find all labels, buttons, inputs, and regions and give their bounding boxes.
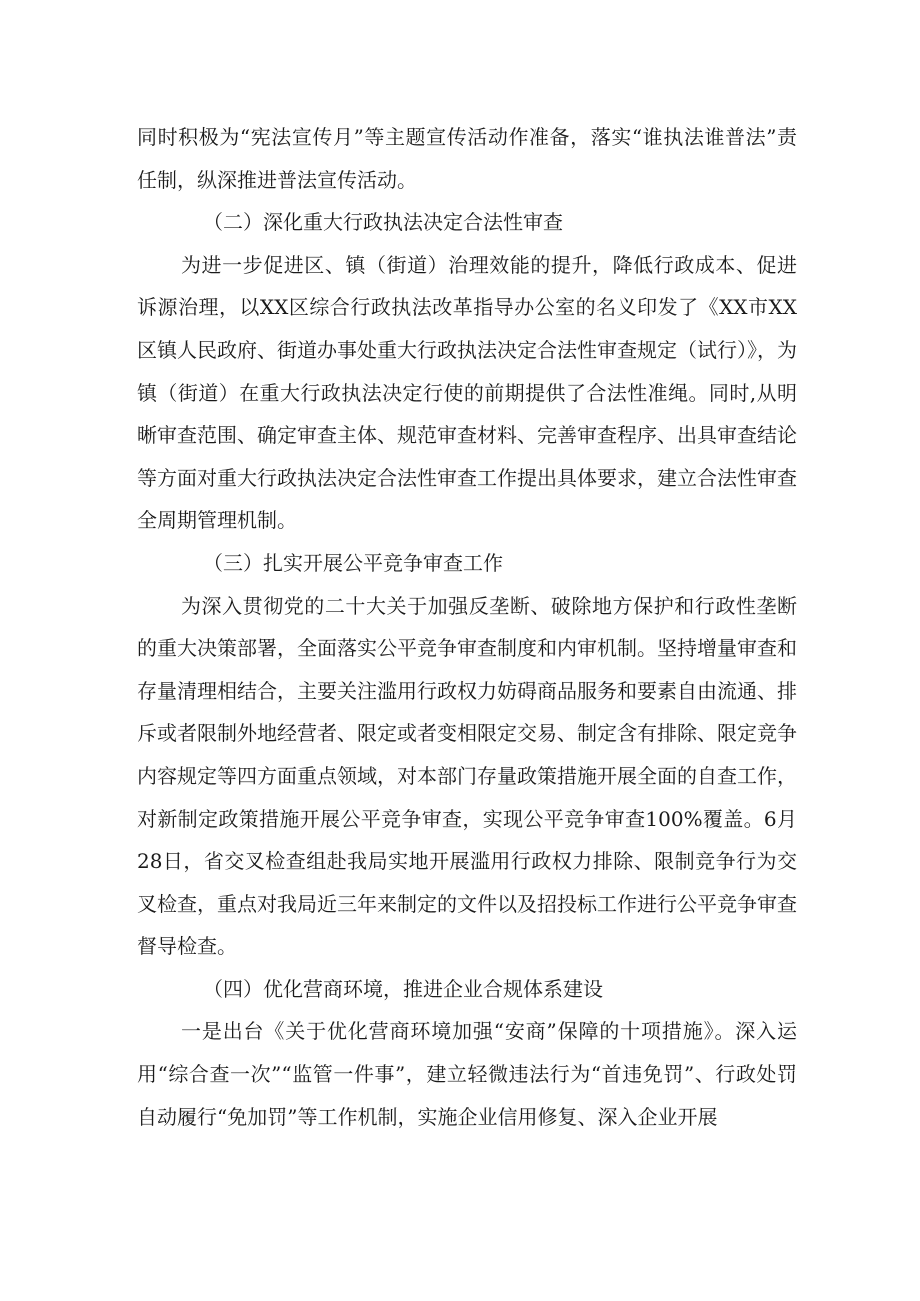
document-body bbox=[137, 116, 797, 1138]
section-heading-2: （二）深化重大行政执法决定合法性审查 bbox=[203, 210, 563, 235]
paragraph-fair-competition: 为深入贯彻党的二十大关于加强反垄断、破除地方保护和行政性垄断的重大决策部署，全面落实公平竞争审查制度和内审机制。坚持增量审查和存量清理相结合，主要关注滥用行政权力妨碍商品服务和要素自由流通、排斥或者限制外地经营者、限定或者变相限定交易、制定含有排除、限定竞争内容规定等四方面重点领域，对本部门存量政策措施开展全面的自查工作，对新制定政策措施开展公平竞争审查，实现公平竞争审查100%覆盖。6月28日，省交叉检查组赴我局实地开展滥用行政权力排除、限制竞争行为交叉检查，重点对我局近三年来制定的文件以及招投标工作进行公平竞争审查督导检查。 bbox=[137, 593, 797, 959]
paragraph-legality-review: 为进一步促进区、镇（街道）治理效能的提升，降低行政成本、促进诉源治理，以XX区综合行政执法改革指导办公室的名义印发了《XX市XX区镇人民政府、街道办事处重大行政执法决定合法性审查规定（试行）》，为镇（街道）在重大行政执法决定行使的前期提供了合法性准绳。同时,从明晰审查范围、确定审查主体、规范审查材料、完善审查程序、出具审查结论等方面对重大行政执法决定合法性审查工作提出具体要求，建立合法性审查全周期管理机制。 bbox=[137, 252, 797, 533]
section-heading-3: （三）扎实开展公平竞争审查工作 bbox=[203, 550, 503, 575]
paragraph-continuation: 同时积极为“宪法宣传月”等主题宣传活动作准备，落实“谁执法谁普法”责任制，纵深推进普法宣传活动。 bbox=[137, 125, 797, 192]
paragraph-business-environment: 一是出台《关于优化营商环境加强“安商”保障的十项措施》。深入运用“综合查一次”“监管一件事”，建立轻微违法行为“首违免罚”、行政处罚自动履行“免加罚”等工作机制，实施企业信用修复、深入企业开展 bbox=[137, 1019, 797, 1129]
section-heading-4: （四）优化营商环境，推进企业合规体系建设 bbox=[203, 976, 603, 1001]
